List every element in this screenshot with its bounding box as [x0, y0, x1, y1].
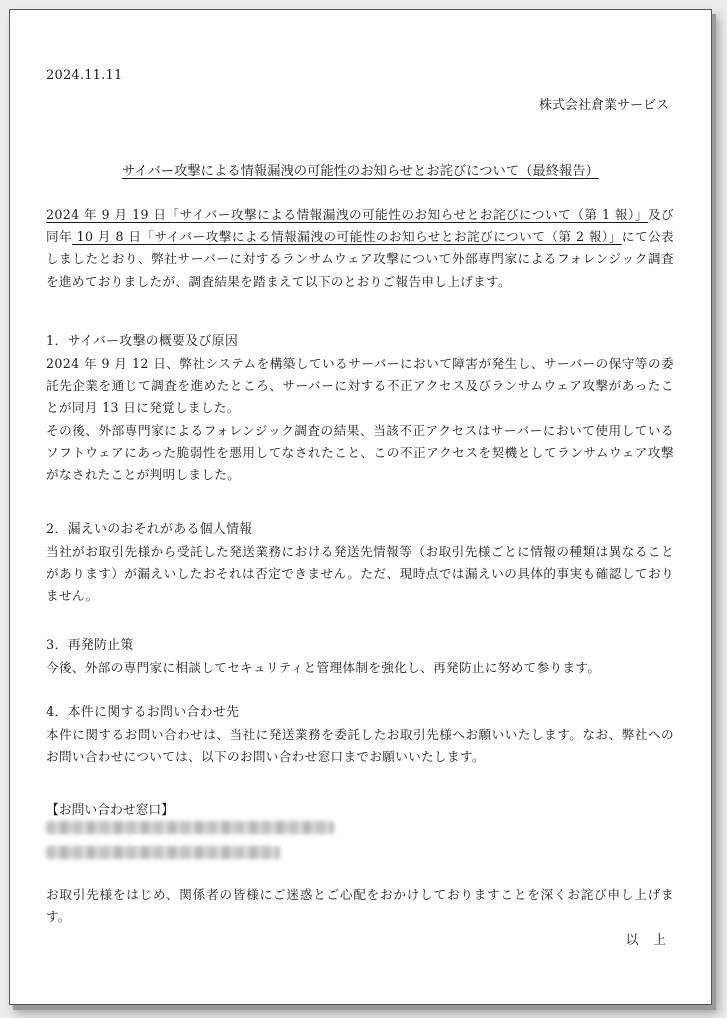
overview-paragraph-1: 2024 年 9 月 12 日、弊社システムを構築しているサーバーにおいて障害が発生し、サーバーの保守等の委託先企業を通じて調査を進めたところ、サーバーに対する不正アクセス及びランサムウェア攻撃があったことが同月 13 日に発覚しました。	[46, 356, 674, 416]
document-page	[9, 9, 712, 1005]
contact-window-title: 【お問い合わせ窓口】	[46, 803, 174, 818]
intro-paragraph	[46, 204, 674, 293]
end-mark: 以 上	[625, 933, 667, 948]
section-heading-contact: 4．本件に関するお問い合わせ先	[46, 705, 240, 720]
intro-conjunction: 及び同年	[46, 207, 674, 245]
closing-paragraph: お取引先様をはじめ、関係者の皆様にご迷惑とご心配をおかけしておりますことを深くお詫び申し上げます。	[46, 887, 674, 925]
section-body-prevention	[46, 657, 674, 679]
redacted-contact-line-1	[46, 821, 334, 834]
section-heading-prevention: 3．再発防止策	[46, 638, 134, 653]
contact-paragraph: 本件に関するお問い合わせは、当社に発送業務を委託したお取引先様へお願いいたします。なお、弊社へのお問い合わせについては、以下のお問い合わせ窓口までお願いいたします。	[46, 727, 674, 765]
personal-info-paragraph: 当社がお取引先様から受託した発送業務における発送先情報等（お取引先様ごとに情報の種類は異なることがあります）が漏えいしたおそれは否定できません。ただ、現時点では漏えいの具体的事実も確認しておりません。	[46, 544, 674, 604]
redacted-contact-line-2	[46, 846, 280, 859]
document-title-text: サイバー攻撃による情報漏洩の可能性のお知らせとお詫びについて（最終報告）	[122, 164, 599, 179]
document-date: 2024.11.11	[46, 68, 123, 83]
prevention-paragraph: 今後、外部の専門家に相談してセキュリティと管理体制を強化し、再発防止に努めて参ります。	[46, 660, 601, 675]
first-report-reference: 2024 年 9 月 19 日「サイバー攻撃による情報漏洩の可能性のお知らせとお詫びについて（第 1 報）」	[46, 207, 648, 222]
section-body-contact	[46, 724, 674, 768]
intro-rest: にて公表しましたとおり、弊社サーバーに対するランサムウェア攻撃について外部専門家によるフォレンジック調査を進めておりましたが、調査結果を踏まえて以下のとおりご報告申し上げます。	[46, 229, 674, 289]
second-report-reference: 10 月 8 日「サイバー攻撃による情報漏洩の可能性のお知らせとお詫びについて（第 2 報）」	[72, 229, 622, 245]
section-heading-overview: 1．サイバー攻撃の概要及び原因	[46, 334, 239, 349]
overview-paragraph-2: その後、外部専門家によるフォレンジック調査の結果、当該不正アクセスはサーバーにおいて使用しているソフトウェアにあった脆弱性を悪用してなされたこと、この不正アクセスを契機としてランサムウェア攻撃がなされたことが判明しました。	[46, 422, 674, 483]
section-heading-personal-info: 2．漏えいのおそれがある個人情報	[46, 522, 253, 537]
company-name: 株式会社倉業サービス	[538, 98, 669, 113]
section-body-personal-info	[46, 541, 674, 608]
section-body-overview	[46, 353, 674, 486]
document-title	[10, 160, 711, 179]
